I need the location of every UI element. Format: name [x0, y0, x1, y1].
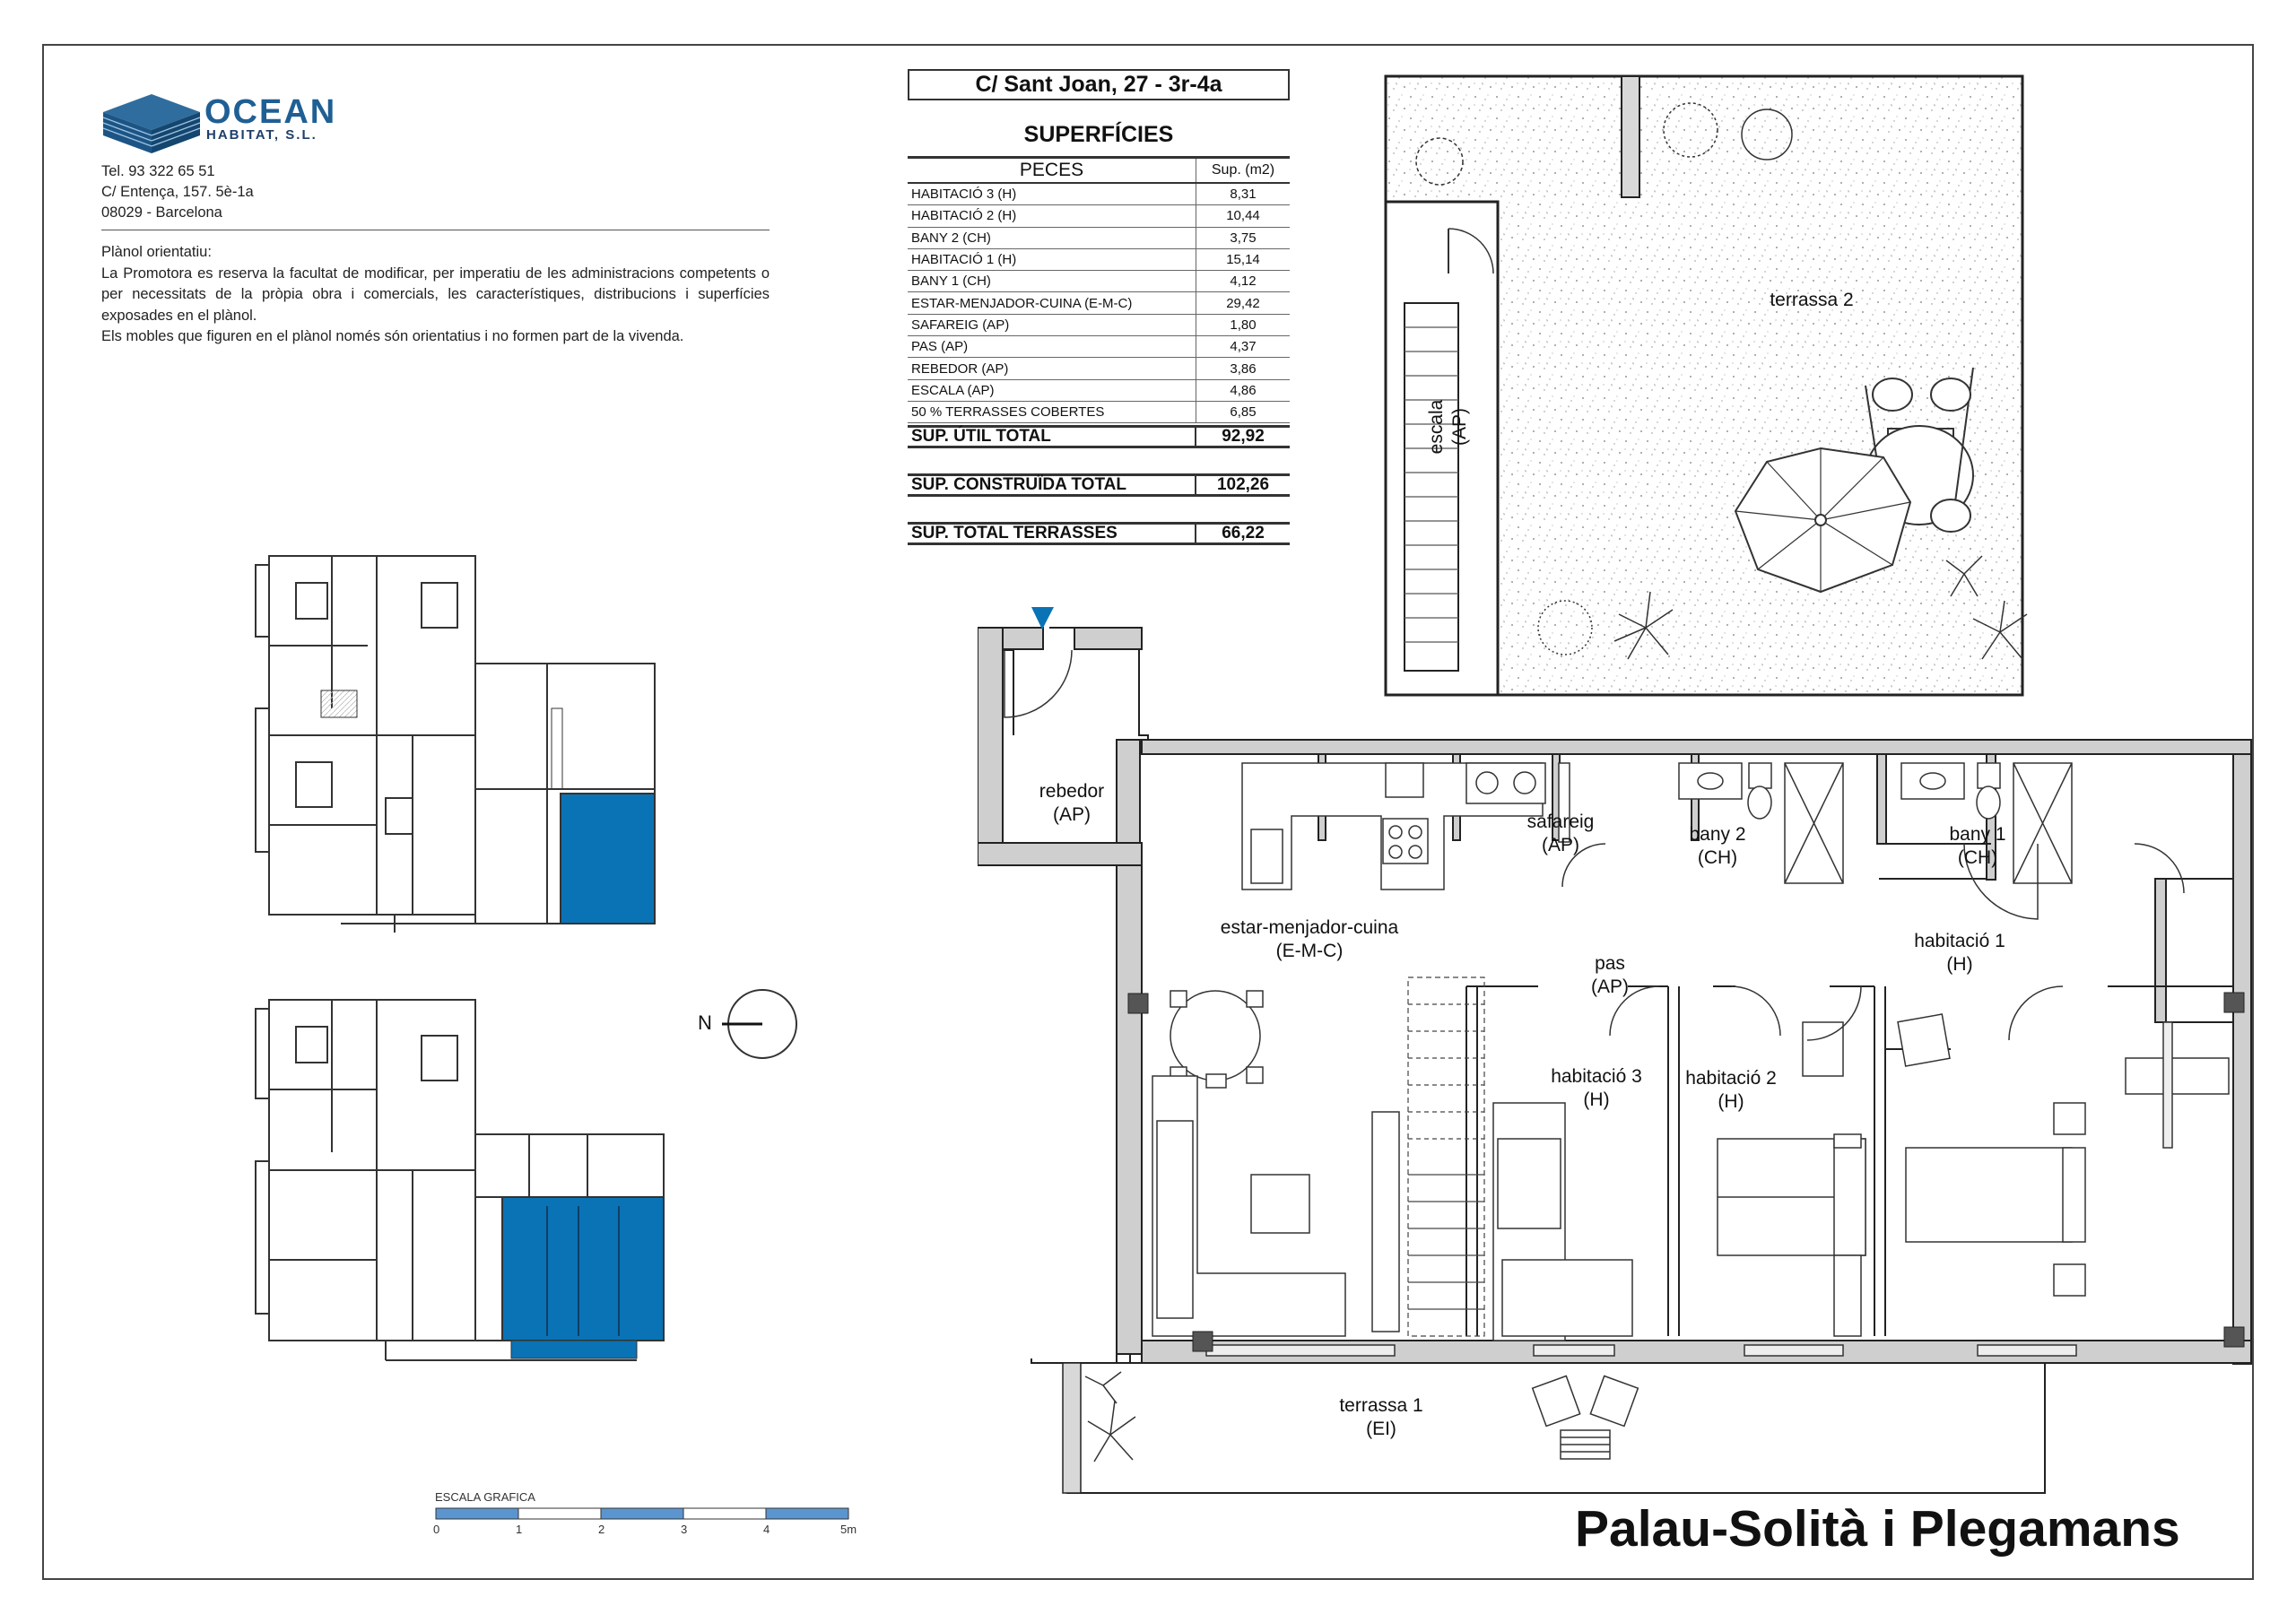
- label-habitacio-3: [1534, 1065, 1659, 1112]
- label-terrassa-2: terrassa 2: [1770, 290, 1854, 310]
- label-terrassa-1-line2: (EI): [1366, 1419, 1396, 1439]
- label-bany-1-line1: bany 1: [1949, 824, 2006, 845]
- surfaces-title: SUPERFÍCIES: [1023, 122, 1174, 147]
- disclaimer-heading: Plànol orientatiu:: [101, 244, 212, 260]
- room-area: 10,44: [1196, 205, 1291, 227]
- furniture-note: Els mobles que figuren en el plànol només són orientatius i no formen part de la vivenda.: [101, 328, 684, 344]
- label-rebedor-line2: (AP): [1053, 804, 1091, 825]
- scale-tick-4: 4: [763, 1523, 770, 1536]
- label-safareig-line1: safareig: [1526, 812, 1595, 832]
- built-total-value: 102,26: [1195, 476, 1290, 494]
- living-furniture: [1152, 991, 1399, 1336]
- room-area: 4,86: [1196, 379, 1291, 401]
- label-pas-line2: (AP): [1591, 976, 1629, 997]
- col-area: Sup. (m2): [1196, 158, 1291, 184]
- disclaimer-body: La Promotora es reserva la facultat de modificar, per imperatiu de les administracions competents o per necessitats de la pròpia obra i comercials, les característiques, distribucions i superfícies exposades en el plànol.: [101, 265, 770, 324]
- label-safareig-line2: (AP): [1542, 835, 1579, 855]
- room-area: 4,12: [1196, 271, 1291, 292]
- bedroom-furniture: [1493, 1014, 2229, 1341]
- room-name: SAFAREIG (AP): [908, 314, 1196, 335]
- scale-tick-1: 1: [516, 1523, 523, 1536]
- label-escala: [1425, 386, 1472, 467]
- room-name: HABITACIÓ 2 (H): [908, 205, 1196, 227]
- logo-sub: HABITAT, S.L.: [206, 127, 317, 143]
- logo-word: OCEAN: [204, 93, 337, 131]
- address-box: C/ Sant Joan, 27 - 3r-4a: [908, 69, 1290, 100]
- room-name: BANY 1 (CH): [908, 271, 1196, 292]
- scale-title: ESCALA GRAFICA: [435, 1490, 535, 1504]
- room-name: ESCALA (AP): [908, 379, 1196, 401]
- company-city: 08029 - Barcelona: [101, 204, 222, 221]
- key-plan-lower: [242, 973, 691, 1372]
- key-plan-upper: [242, 529, 691, 942]
- room-name: HABITACIÓ 3 (H): [908, 183, 1196, 205]
- built-total-label: SUP. CONSTRUÏDA TOTAL: [911, 475, 1126, 494]
- label-bany-2-line1: bany 2: [1689, 824, 1746, 845]
- label-hab2-line1: habitació 2: [1685, 1068, 1777, 1089]
- label-terrassa-1-line1: terrassa 1: [1339, 1395, 1423, 1416]
- terrace-1: [1067, 1363, 2045, 1493]
- scale-tick-3: 3: [681, 1523, 688, 1536]
- company-address: C/ Entença, 157. 5è-1a: [101, 184, 254, 200]
- room-area: 3,75: [1196, 227, 1291, 248]
- interior-stair: [1408, 977, 1484, 1336]
- room-area: 29,42: [1196, 292, 1291, 314]
- label-hab3-line2: (H): [1583, 1089, 1610, 1110]
- label-rebedor-line1: rebedor: [1039, 781, 1105, 802]
- scale-tick-2: 2: [598, 1523, 605, 1536]
- label-safareig: [1516, 811, 1605, 857]
- label-bany-2: [1677, 823, 1758, 870]
- terraces-total-label: SUP. TOTAL TERRASSES: [911, 524, 1118, 542]
- label-pas: [1570, 952, 1650, 999]
- room-area: 15,14: [1196, 248, 1291, 270]
- room-area: 1,80: [1196, 314, 1291, 335]
- room-name: PAS (AP): [908, 336, 1196, 358]
- label-hab3-line1: habitació 3: [1551, 1066, 1642, 1087]
- label-escala-line2: (AP): [1449, 408, 1470, 446]
- scale-tick-5: 5m: [840, 1523, 857, 1536]
- col-room: PECES: [908, 158, 1196, 184]
- room-name: HABITACIÓ 1 (H): [908, 248, 1196, 270]
- room-area: 4,37: [1196, 336, 1291, 358]
- room-name: ESTAR-MENJADOR-CUINA (E-M-C): [908, 292, 1196, 314]
- room-name: BANY 2 (CH): [908, 227, 1196, 248]
- label-estar-menjador-cuina: [1202, 916, 1417, 963]
- label-habitacio-1: [1897, 930, 2022, 976]
- room-name: REBEDOR (AP): [908, 358, 1196, 379]
- room-area: 8,31: [1196, 183, 1291, 205]
- label-terrassa-1: [1323, 1394, 1439, 1441]
- label-bany-1: [1937, 823, 2018, 870]
- room-area: 6,85: [1196, 401, 1291, 422]
- disclaimer: [101, 242, 770, 348]
- room-name: 50 % TERRASSES COBERTES: [908, 401, 1196, 422]
- label-bany-1-line2: (CH): [1957, 847, 1998, 868]
- floor-plan: [978, 72, 2260, 1506]
- label-escala-line1: escala: [1426, 399, 1447, 455]
- scale-bar: [435, 1506, 857, 1524]
- label-pas-line1: pas: [1595, 953, 1625, 974]
- label-habitacio-2: [1668, 1067, 1794, 1114]
- label-hab2-line2: (H): [1718, 1091, 1744, 1112]
- label-rebedor: [1031, 780, 1112, 827]
- terraces-total-value: 66,22: [1195, 525, 1290, 542]
- scale-tick-0: 0: [433, 1523, 440, 1536]
- label-emc-line2: (E-M-C): [1275, 941, 1344, 961]
- company-phone: Tel. 93 322 65 51: [101, 163, 215, 179]
- entrance-marker-icon: [1031, 607, 1054, 629]
- useful-total-value: 92,92: [1195, 428, 1290, 446]
- label-emc-line1: estar-menjador-cuina: [1220, 917, 1399, 938]
- north-label: N: [698, 1011, 712, 1034]
- label-hab1-line2: (H): [1946, 954, 1973, 975]
- label-bany-2-line2: (CH): [1697, 847, 1738, 868]
- useful-total-label: SUP. ÚTIL TOTAL: [911, 427, 1051, 446]
- label-hab1-line1: habitació 1: [1914, 931, 2005, 951]
- room-area: 3,86: [1196, 358, 1291, 379]
- city-name: Palau-Solità i Plegamans: [1575, 1500, 2180, 1558]
